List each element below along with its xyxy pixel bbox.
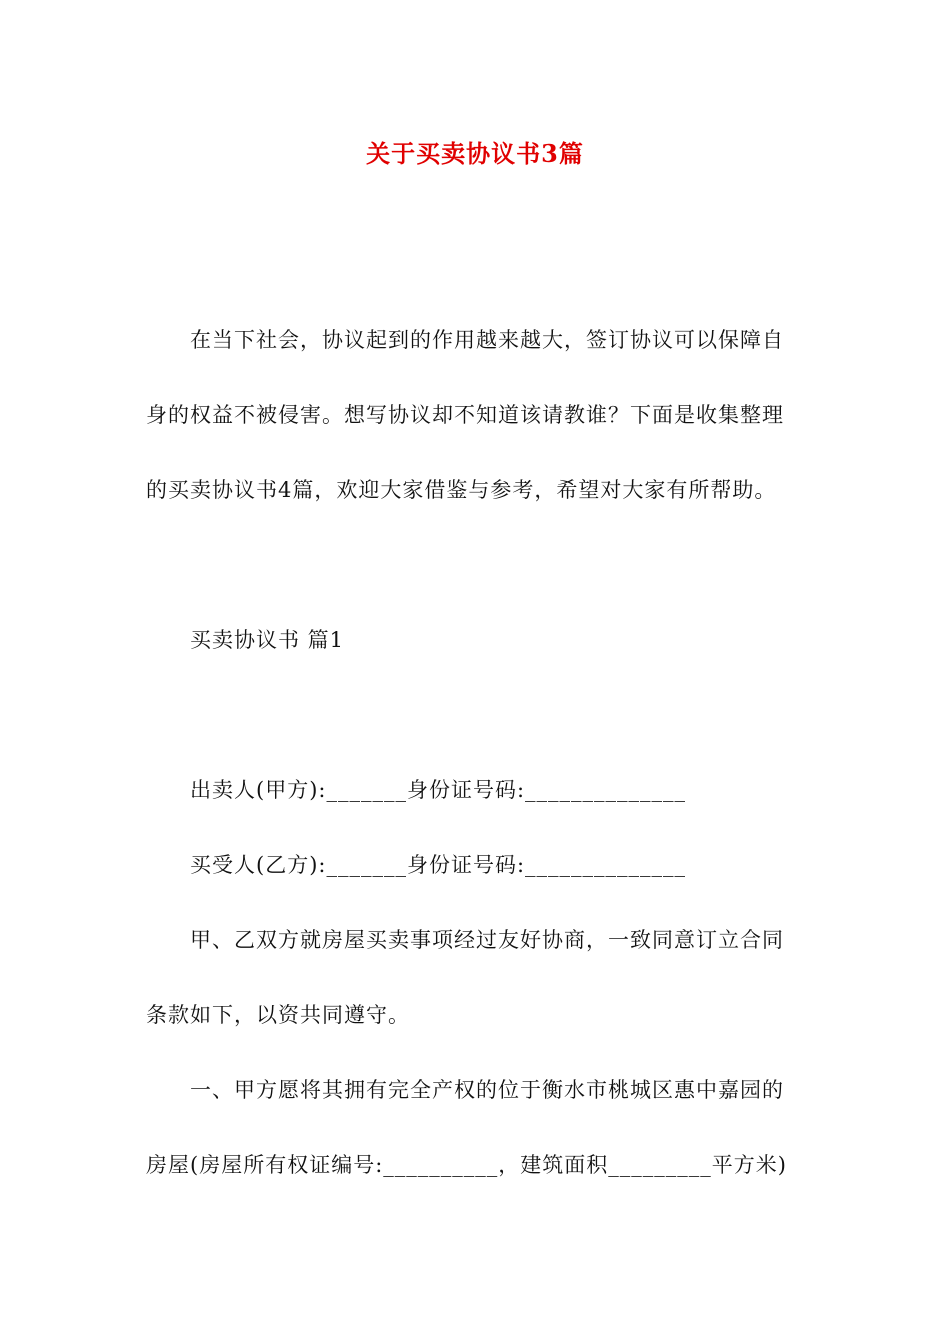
paragraph-2-line-1: 一、甲方愿将其拥有完全产权的位于衡水市桃城区惠中嘉园的 (190, 1078, 784, 1102)
intro-line-1: 在当下社会，协议起到的作用越来越大，签订协议可以保障自 (190, 328, 784, 352)
intro-line-3: 的买卖协议书4篇，欢迎大家借鉴与参考，希望对大家有所帮助。 (146, 478, 777, 502)
paragraph-1-line-1: 甲、乙双方就房屋买卖事项经过友好协商，一致同意订立合同 (190, 928, 784, 952)
document-title: 关于买卖协议书3篇 (366, 139, 584, 168)
seller-line: 出卖人(甲方):_______身份证号码:______________ (190, 778, 687, 802)
buyer-line: 买受人(乙方):_______身份证号码:______________ (190, 853, 687, 877)
paragraph-1-line-2: 条款如下，以资共同遵守。 (146, 1003, 410, 1027)
section-heading: 买卖协议书 篇1 (190, 628, 345, 652)
paragraph-2-line-2: 房屋(房屋所有权证编号:__________，建筑面积_________平方米) (146, 1153, 787, 1177)
intro-line-2: 身的权益不被侵害。想写协议却不知道该请教谁？下面是收集整理 (146, 403, 784, 427)
